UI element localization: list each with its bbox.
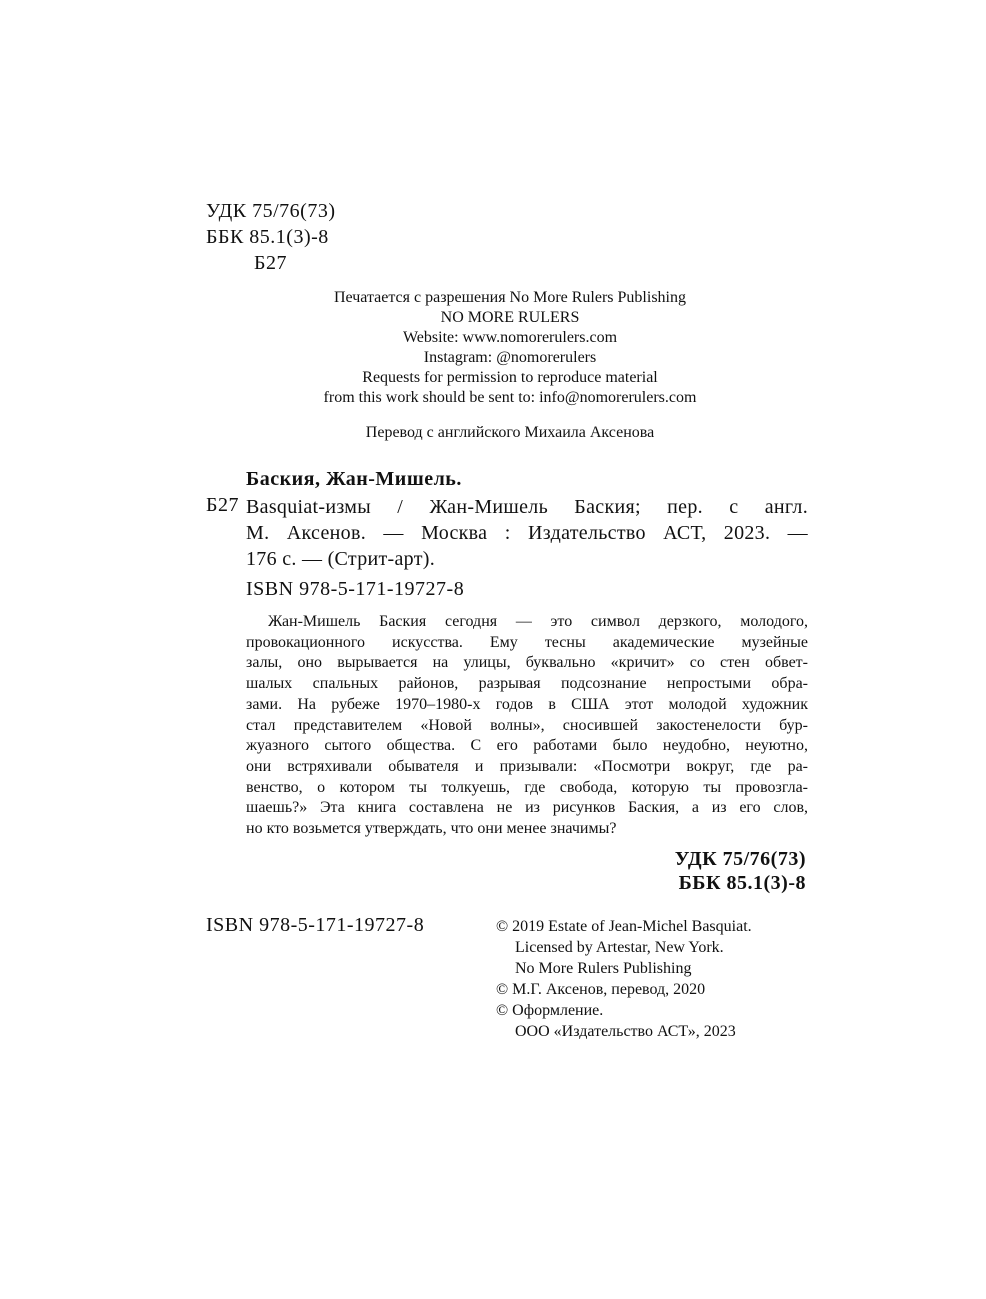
permission-line: from this work should be sent to: info@nomorerulers.com <box>323 389 697 406</box>
annotation-line: но кто возьмется утверждать, что они менее значимы? <box>246 820 617 838</box>
bibliography-description <box>246 494 808 572</box>
translation-credit: Перевод с английского Михаила Аксенова <box>365 424 655 441</box>
annotation-line: зами. На рубеже 1970–1980-х годов в США этот молодой художник <box>246 695 808 713</box>
annotation-line: залы, оно вырывается на улицы, буквально «кричит» со стен обвет- <box>246 654 808 672</box>
annotation-line: венство, о котором ты толкуешь, где свобода, которую ты провозгла- <box>246 778 808 796</box>
bibliography-line: М. Аксенов. — Москва : Издательство АСТ, 2023. — <box>246 522 808 544</box>
annotation-paragraph <box>246 612 808 840</box>
copyright-line: ООО «Издательство АСТ», 2023 <box>515 1023 736 1040</box>
annotation-line: жуазного сытого общества. С его работами было неудобно, неуютно, <box>246 737 808 755</box>
copyright-line: No More Rulers Publishing <box>515 960 692 977</box>
author-mark-top: Б27 <box>254 252 287 274</box>
permission-line: Website: www.nomorerulers.com <box>402 329 618 346</box>
copyright-line: © Оформление. <box>496 1002 604 1019</box>
bibliography-line: 176 с. — (Стрит-арт). <box>246 548 436 570</box>
annotation-line: они встряхивали обывателя и призывали: «Посмотри вокруг, где ра- <box>246 757 808 775</box>
annotation-line: шаешь?» Эта книга составлена не из рисунков Баския, а из его слов, <box>246 799 808 817</box>
annotation-line: провокационного искусства. Ему тесны академические музейные <box>246 633 808 651</box>
bibliography-author: Баския, Жан-Мишель. <box>246 468 462 490</box>
bbk-code-bottom: ББК 85.1(3)-8 <box>678 872 806 894</box>
copyright-line: Licensed by Artestar, New York. <box>515 939 724 956</box>
permission-notice <box>240 288 780 408</box>
bibliography-isbn: ISBN 978-5-171-19727-8 <box>246 578 465 600</box>
annotation-line: стал представителем «Новой волны», сносившей закостенелости бур- <box>246 716 808 734</box>
bbk-code-top: ББК 85.1(3)-8 <box>206 226 329 248</box>
permission-line: NO MORE RULERS <box>440 309 580 326</box>
copyright-notice <box>496 916 796 1042</box>
udk-code-top: УДК 75/76(73) <box>206 200 336 222</box>
copyright-line: © М.Г. Аксенов, перевод, 2020 <box>496 981 706 998</box>
udk-code-bottom: УДК 75/76(73) <box>674 848 806 870</box>
annotation-line: Жан-Мишель Баския сегодня — это символ дерзкого, молодого, <box>268 613 808 630</box>
isbn-footer: ISBN 978-5-171-19727-8 <box>206 914 425 936</box>
author-mark-bibliography: Б27 <box>206 494 239 516</box>
bibliography-line: Basquiat-измы / Жан-Мишель Баския; пер. с англ. <box>246 496 808 518</box>
permission-line: Печатается с разрешения No More Rulers Publishing <box>333 289 686 306</box>
permission-line: Requests for permission to reproduce material <box>362 369 658 386</box>
annotation-line: шалых спальных районов, разрывая подсознание непростыми обра- <box>246 675 808 693</box>
permission-line: Instagram: @nomorerulers <box>423 349 597 366</box>
copyright-line: © 2019 Estate of Jean-Michel Basquiat. <box>496 918 752 935</box>
